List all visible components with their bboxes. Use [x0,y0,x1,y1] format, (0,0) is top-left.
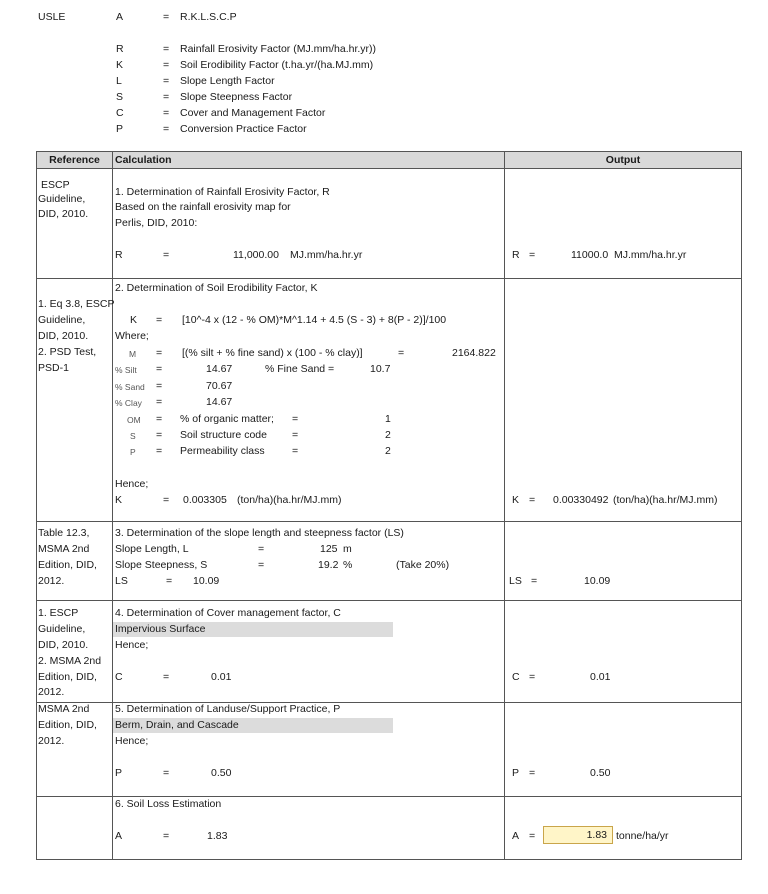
grid-line [36,278,742,279]
header-reference: Reference [37,152,112,168]
result-value: 1.83 [207,830,228,842]
slope-length-value: 125 [320,543,338,555]
sand-value: 70.67 [206,380,233,392]
grid-line [36,168,742,169]
where-label: Where; [115,330,149,342]
grid-line [36,859,742,860]
result-value: 11,000.00 [233,249,279,261]
output-value: 11000.0 [571,249,609,261]
s-desc: Soil structure code [180,429,267,441]
practice-type: Berm, Drain, and Cascade [115,719,239,731]
ref-line: 2012. [38,575,65,587]
slope-steepness-note: (Take 20%) [396,559,450,571]
legend-sym: C [116,107,124,119]
output-eq: = [529,249,536,261]
hence-label: Hence; [115,735,149,747]
legend-eq: = [163,43,170,55]
om-eq2: = [292,413,299,425]
result-value: 0.003305 [183,494,227,506]
section-title: 2. Determination of Soil Erodibility Factor, K [115,282,318,294]
usle-lhs: A [116,11,124,23]
k-eq: = [156,314,163,326]
output-unit: MJ.mm/ha.hr.yr [614,249,687,261]
legend-eq: = [163,123,170,135]
s-value: 2 [385,429,391,441]
sand-eq: = [156,380,163,392]
p-eq: = [156,445,163,457]
ref-line: Guideline, [38,314,86,326]
usle-eq: = [163,11,170,23]
ref-line: Edition, DID, [38,671,97,683]
fine-sand-label: % Fine Sand = [265,363,335,375]
grid-line [36,521,742,522]
section-title: 4. Determination of Cover management factor, C [115,607,341,619]
slope-length-unit: m [343,543,352,555]
legend-desc: Slope Length Factor [180,75,275,87]
result-eq: = [163,671,170,683]
ref-line: MSMA 2nd [38,703,90,715]
k-formula: [10^-4 x (12 - % OM)*M^1.14 + 4.5 (S - 3) + 8(P - 2)]/100 [182,314,447,326]
ref-line: ESCP [41,179,70,191]
ref-line: Guideline, [38,193,86,205]
legend-sym: L [116,75,122,87]
s-eq: = [156,429,163,441]
s-symbol: S [130,431,136,441]
ref-line: Guideline, [38,623,86,635]
output-eq: = [529,671,536,683]
output-eq: = [529,830,536,842]
surface-type: Impervious Surface [115,623,206,635]
m-lhs: M [129,349,137,359]
legend-sym: P [116,123,124,135]
usle-formula: R.K.L.S.C.P [180,11,237,23]
output-eq: = [529,767,536,779]
clay-value: 14.67 [206,396,233,408]
result-lhs: LS [115,575,128,587]
k-lhs: K [130,314,138,326]
legend-desc: Cover and Management Factor [180,107,326,119]
grid-line [36,600,742,601]
silt-eq: = [156,363,163,375]
legend-sym: R [116,43,124,55]
ref-line: DID, 2010. [38,639,89,651]
ref-line: 2. PSD Test, [38,346,97,358]
calc-line: Perlis, DID, 2010: [115,217,198,229]
output-lhs: LS [509,575,522,587]
ref-line: Edition, DID, [38,719,97,731]
slope-steepness-label: Slope Steepness, S [115,559,208,571]
calc-line: Based on the rainfall erosivity map for [115,201,291,213]
ref-line: Table 12.3, [38,527,90,539]
result-unit: MJ.mm/ha.hr.yr [290,249,363,261]
clay-eq: = [156,396,163,408]
om-desc: % of organic matter; [180,413,274,425]
m-value: 2164.822 [452,347,496,359]
ref-line: 2012. [38,686,65,698]
result-eq: = [166,575,173,587]
section-title: 1. Determination of Rainfall Erosivity Factor, R [115,186,330,198]
slope-length-label: Slope Length, L [115,543,189,555]
p-eq2: = [292,445,299,457]
ref-line: DID, 2010. [38,208,89,220]
section-title: 3. Determination of the slope length and steepness factor (LS) [115,527,404,539]
usle-label: USLE [38,11,66,23]
slope-steepness-eq: = [258,559,265,571]
slope-steepness-unit: % [343,559,353,571]
header-output: Output [505,152,741,168]
legend-desc: Conversion Practice Factor [180,123,307,135]
output-value: 0.01 [590,671,611,683]
ref-line: Edition, DID, [38,559,97,571]
fine-sand-value: 10.7 [370,363,391,375]
p-desc: Permeability class [180,445,265,457]
grid-line [504,151,505,860]
result-eq: = [163,249,170,261]
ref-line: 1. Eq 3.8, ESCP [38,298,115,310]
om-eq: = [156,413,163,425]
hence-label: Hence; [115,639,149,651]
ref-line: 1. ESCP [38,607,79,619]
om-symbol: OM [127,415,141,425]
slope-steepness-value: 19.2 [318,559,339,571]
output-lhs: A [512,830,520,842]
clay-label: % Clay [115,398,142,408]
p-value: 2 [385,445,391,457]
result-value: 0.50 [211,767,232,779]
legend-eq: = [163,59,170,71]
output-lhs: K [512,494,520,506]
result-lhs: K [115,494,123,506]
output-eq: = [529,494,536,506]
ref-line: MSMA 2nd [38,543,90,555]
legend-eq: = [163,75,170,87]
header-calculation: Calculation [113,152,504,168]
ref-line: PSD-1 [38,362,69,374]
om-value: 1 [385,413,391,425]
output-lhs: R [512,249,520,261]
s-eq2: = [292,429,299,441]
ref-line: 2012. [38,735,65,747]
grid-line [36,151,37,860]
legend-sym: K [116,59,124,71]
hence-label: Hence; [115,478,149,490]
output-value: 0.50 [590,767,611,779]
m-eq2: = [398,347,405,359]
silt-value: 14.67 [206,363,233,375]
output-unit: tonne/ha/yr [616,830,669,842]
section-title: 6. Soil Loss Estimation [115,798,222,810]
silt-label: % Silt [115,365,137,375]
result-lhs: A [115,830,123,842]
output-eq: = [531,575,538,587]
result-eq: = [163,830,170,842]
legend-desc: Slope Steepness Factor [180,91,293,103]
legend-eq: = [163,91,170,103]
legend-sym: S [116,91,124,103]
grid-line [36,151,742,152]
output-lhs: C [512,671,520,683]
legend-desc: Soil Erodibility Factor (t.ha.yr/(ha.MJ.mm) [180,59,374,71]
result-value: 10.09 [193,575,220,587]
output-lhs: P [512,767,520,779]
output-value: 10.09 [584,575,611,587]
result-eq: = [163,767,170,779]
output-value: 0.00330492 [553,494,609,506]
ref-line: DID, 2010. [38,330,89,342]
p-symbol: P [130,447,136,457]
legend-desc: Rainfall Erosivity Factor (MJ.mm/ha.hr.yr)) [180,43,377,55]
output-unit: (ton/ha)(ha.hr/MJ.mm) [613,494,718,506]
result-lhs: P [115,767,123,779]
m-formula: [(% silt + % fine sand) x (100 - % clay)] [182,347,363,359]
result-eq: = [163,494,170,506]
slope-length-eq: = [258,543,265,555]
result-lhs: R [115,249,123,261]
legend-eq: = [163,107,170,119]
section-title: 5. Determination of Landuse/Support Practice, P [115,703,341,715]
grid-line [741,151,742,860]
result-unit: (ton/ha)(ha.hr/MJ.mm) [237,494,342,506]
result-value: 0.01 [211,671,232,683]
result-lhs: C [115,671,123,683]
ref-line: 2. MSMA 2nd [38,655,102,667]
grid-line [112,151,113,860]
sand-label: % Sand [115,382,145,392]
soil-loss-output-cell[interactable]: 1.83 [543,826,613,844]
m-eq: = [156,347,163,359]
